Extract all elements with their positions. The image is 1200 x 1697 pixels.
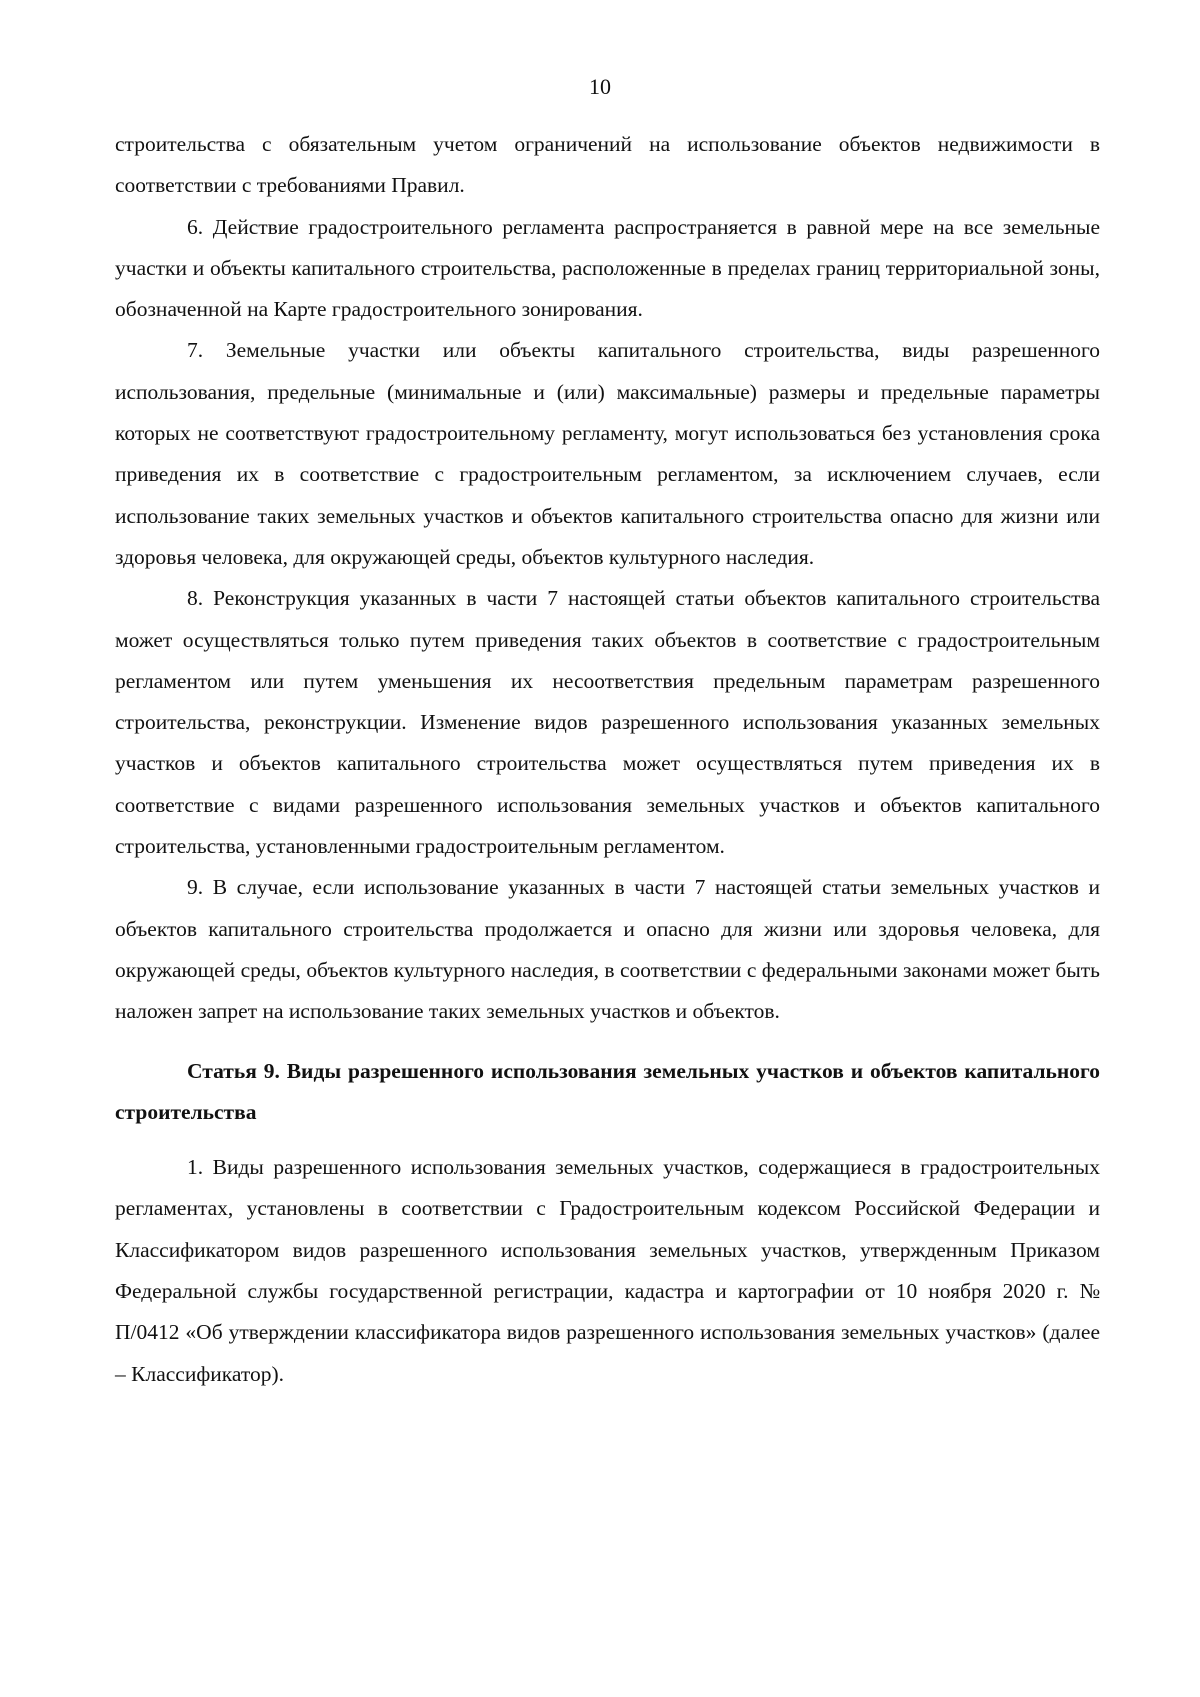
- paragraph: строительства с обязательным учетом ограничений на использование объектов недвижимости в соответствии с требованиями Правил.: [115, 132, 1100, 198]
- paragraph: 6. Действие градостроительного регламента распространяется в равной мере на все земельные участки и объекты капитального строительства, расположенные в пределах границ территориальной зоны, обозначенной на Карте градостроительного зонирования.: [115, 214, 1100, 322]
- paragraph: 8. Реконструкция указанных в части 7 настоящей статьи объектов капитального строительства может осуществляться только путем приведения таких объектов в соответствие с градостроительным регламентом или путем уменьшения их несоответствия предельным параметрам разрешенного строительства, реконструкции. Изменение видов разрешенного использования указанных земельных участков и объектов капитального строительства может осуществляться путем приведения их в соответствие с видами разрешенного использования земельных участков и объектов капитального строительства, установленными градостроительным регламентом.: [115, 586, 1100, 859]
- paragraph: 9. В случае, если использование указанных в части 7 настоящей статьи земельных участков и объектов капитального строительства продолжается и опасно для жизни или здоровья человека, для окружающей среды, объектов культурного наследия, в соответствии с федеральными законами может быть наложен запрет на использование таких земельных участков и объектов.: [115, 875, 1100, 1024]
- paragraph: 7. Земельные участки или объекты капитального строительства, виды разрешенного использования, предельные (минимальные и (или) максимальные) размеры и предельные параметры которых не соответствуют градостроительному регламенту, могут использоваться без установления срока приведения их в соответствие с градостроительным регламентом, за исключением случаев, если использование таких земельных участков и объектов капитального строительства опасно для жизни или здоровья человека, для окружающей среды, объектов культурного наследия.: [115, 338, 1100, 569]
- paragraph: 1. Виды разрешенного использования земельных участков, содержащиеся в градостроительных регламентах, установлены в соответствии с Градостроительным кодексом Российской Федерации и Классификатором видов разрешенного использования земельных участков, утвержденным Приказом Федеральной службы государственной регистрации, кадастра и картографии от 10 ноября 2020 г. № П/0412 «Об утверждении классификатора видов разрешенного использования земельных участков» (далее – Классификатор).: [115, 1155, 1100, 1386]
- paragraphs-after-article: [115, 1147, 1100, 1395]
- article-heading: Статья 9. Виды разрешенного использования земельных участков и объектов капитального строительства: [115, 1058, 1100, 1124]
- page-number: 10: [589, 74, 611, 99]
- paragraphs-before-article: [115, 124, 1100, 1033]
- document-body: [115, 124, 1100, 1395]
